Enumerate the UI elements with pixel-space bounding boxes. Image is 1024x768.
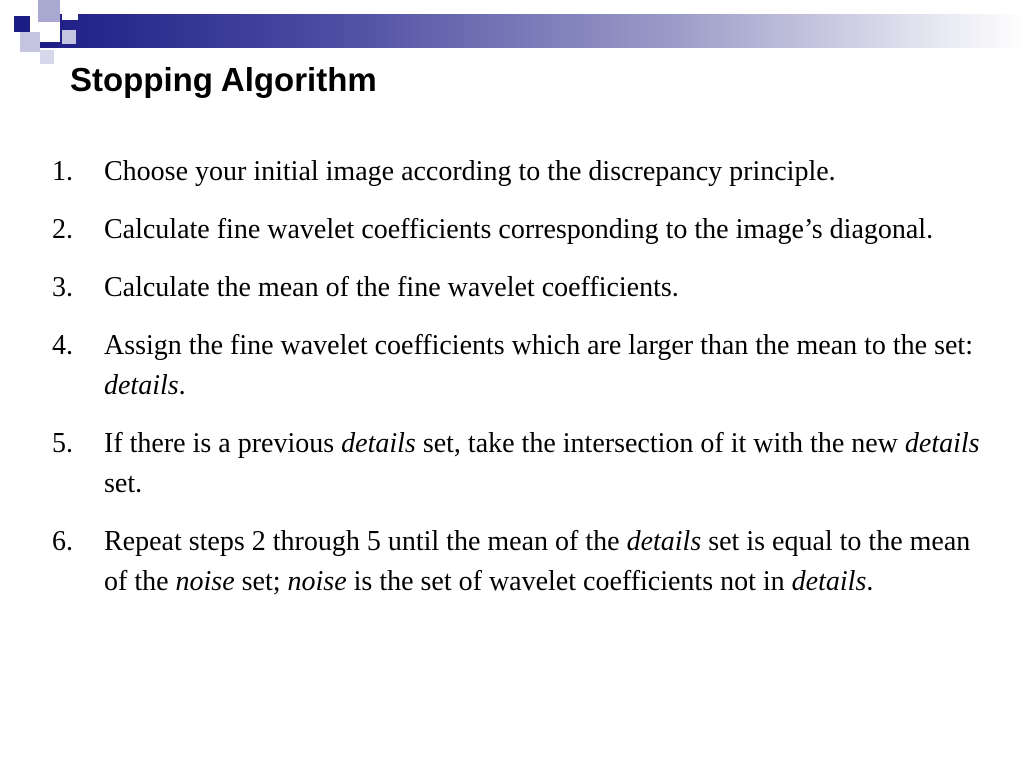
step-text-segment: Choose your initial image according to the discrepancy principle. [104,156,836,187]
step-text-segment: is the set of wavelet coefficients not in [346,566,792,597]
step-item [52,424,982,504]
step-text-segment: set. [104,468,143,499]
step-text [104,156,836,187]
step-number: 4. [52,330,73,361]
emphasized-term: details [791,566,867,597]
emphasized-term: details [104,370,179,401]
decorative-square [14,16,30,32]
emphasized-term: noise [175,566,235,597]
step-number: 5. [52,428,73,459]
step-text-segment: set is equal to the mean of the [104,526,971,597]
emphasized-term: details [904,428,980,459]
step-text-segment: set, take the intersection of it with the new [415,428,905,459]
step-text-segment: Calculate fine wavelet coefficients corresponding to the image’s diagonal. [104,214,934,245]
step-text-segment: Calculate the mean of the fine wavelet coefficients. [104,272,679,303]
decorative-square [62,30,76,44]
header-gradient-bar [40,14,1024,48]
decorative-square [20,32,40,52]
step-number: 2. [52,214,73,245]
decorative-square [40,50,54,64]
emphasized-term: details [341,428,416,459]
step-text [104,526,970,597]
step-text-segment: . [178,370,186,401]
emphasized-term: noise [287,566,347,597]
step-item [52,326,982,406]
slide-title: Stopping Algorithm [70,61,377,98]
step-item [52,152,982,192]
step-number: 3. [52,272,73,303]
step-text-segment: . [866,566,874,597]
step-item [52,268,982,308]
step-item [52,522,982,602]
emphasized-term: details [626,526,702,557]
steps-list [52,152,982,620]
decorative-square [62,4,78,20]
step-text [104,330,973,401]
step-text-segment: Assign the fine wavelet coefficients which are larger than the mean to the set: [104,330,973,361]
step-number: 6. [52,526,73,557]
decorative-square [40,22,60,42]
step-text-segment: set; [234,566,288,597]
step-text [104,272,679,303]
step-text [104,428,980,499]
step-text [104,214,933,245]
step-text-segment: Repeat steps 2 through 5 until the mean of the [104,526,627,557]
step-item [52,210,982,250]
step-text-segment: If there is a previous [104,428,342,459]
decorative-square [38,0,60,22]
step-number: 1. [52,156,73,187]
